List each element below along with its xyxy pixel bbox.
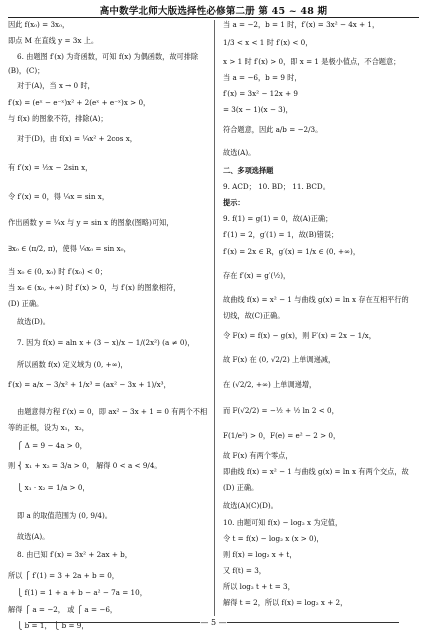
right-column-line: F(1/e²) > 0，F(e) = e² − 2 > 0， (223, 431, 341, 440)
right-column-line: 符合题意，因此 a/b = −2/3。 (223, 125, 323, 134)
left-column-line: 因此 f(x₀) = 3x₀， (8, 20, 70, 29)
right-column-line: 当 a = −6，b = 9 时， (223, 73, 302, 82)
right-column-line: 故选(A)(C)(D)。 (223, 501, 278, 510)
left-column-line: ⎧ Δ = 9 − 4a > 0， (17, 441, 87, 450)
right-column-line: 9. f(1) = g(1) = 0，故(A)正确； (223, 214, 333, 223)
right-column-line: 而 F(√2/2) = −½ + ½ ln 2 < 0， (223, 406, 339, 415)
right-column-line: 故 F(x) 在 (0, √2/2) 上单调递减， (223, 355, 336, 364)
left-column-line: 由题意得方程 f′(x) = 0，即 ax² − 3x + 1 = 0 有两个不相 (17, 407, 208, 416)
left-column-line: 对于(A)，当 x → 0 时， (17, 81, 95, 90)
left-column-line: 与 f(x) 的图象不符，排除(A)； (8, 114, 108, 123)
column-divider (214, 20, 215, 616)
right-column-line: (D) 正确。 (223, 483, 259, 492)
right-column-line: 在 (√2/2, +∞) 上单调递增， (223, 380, 317, 389)
left-column-line: 6. 由题图 f′(x) 为奇函数，可知 f(x) 为偶函数，故可排除 (17, 52, 199, 61)
right-column-line: x > 1 时 f′(x) > 0，即 x = 1 是极小值点，不合题意； (223, 57, 401, 66)
left-column-line: 故选(D)。 (17, 317, 50, 326)
right-column-line: 1/3 < x < 1 时 f′(x) < 0， (223, 38, 313, 47)
left-column-line: ∃x₀ ∈ (π/2, π)，使得 ¼x₀ = sin x₀， (8, 244, 131, 253)
left-column-line: ⎩ b = 1， ⎩ b = 9， (17, 621, 89, 630)
left-column-line: f′(x) = a/x − 3/x² + 1/x³ = (ax² − 3x + 1)/x³， (8, 380, 171, 389)
left-column-line: 即 a 的取值范围为 (0, 9/4)。 (17, 511, 112, 520)
left-column-line: 8. 由已知 f′(x) = 3x² + 2ax + b， (17, 550, 132, 559)
page-header: 高中数学北师大版选择性必修第二册 第 45 ~ 48 期 (99, 6, 328, 17)
left-column-line: 则 ⎨ x₁ + x₂ = 3/a > 0， 解得 0 < a < 9/4。 (8, 461, 162, 470)
page-number: — 5 — (200, 618, 227, 627)
left-column-line: 即点 M 在直线 y = 3x 上。 (8, 36, 99, 45)
right-column-line: 则 f(x) = log₂ x + t， (223, 550, 297, 559)
right-column-line: 令 t = f(x) − log₂ x (x > 0)， (223, 534, 324, 543)
footer-rule-right (227, 622, 399, 623)
left-column-line: 令 f′(x) = 0，得 ¼x = sin x， (8, 192, 110, 201)
left-column-line: (D) 正确。 (8, 299, 44, 308)
left-column-line: 当 x₀ ∈ (x₀, +∞) 时 f′(x) > 0，与 f′(x) 的图象相符， (8, 283, 181, 292)
right-column-line: f′(x) = 3x² − 12x + 9 (223, 89, 299, 98)
left-column-line: 7. 因为 f(x) = aln x + (3 − x)/x − 1/(2x²) (a ≠ 0)， (17, 338, 195, 347)
left-column-line: 所以 ⎧ f′(1) = 3 + 2a + b = 0， (8, 571, 119, 580)
left-column-line: 等的正根，设为 x₁，x₂， (8, 423, 89, 432)
right-column-line: f′(x) = 2x ∈ R，g′(x) = 1/x ∈ (0, +∞)， (223, 247, 361, 256)
left-column-line: 解得 ⎧ a = −2， 或 ⎧ a = −6， (8, 605, 118, 614)
left-column-line: ⎩ f(1) = 1 + a + b − a² − 7a = 10， (17, 588, 147, 597)
left-column-line: 对于(D)，由 f(x) = ¼x² + 2cos x， (17, 134, 137, 143)
left-column-line: 故选(A)。 (17, 532, 50, 541)
right-column-line: 即曲线 f(x) = x² − 1 与曲线 g(x) = ln x 有两个交点，故 (223, 467, 409, 476)
right-column-line: 又 f(t) = 3， (223, 566, 266, 575)
right-column-line: = 3(x − 1)(x − 3)， (223, 105, 293, 114)
right-column-line: 提示： (223, 198, 245, 207)
left-column-line: (B)，(C)； (8, 66, 45, 75)
left-column-line: 所以函数 f(x) 定义域为 (0, +∞)， (17, 360, 128, 369)
right-column-line: 二、多项选择题 (223, 166, 274, 175)
right-column-line: 切线，故(C)正确。 (223, 311, 285, 320)
left-column-line: 作出函数 y = ¼x 与 y = sin x 的图象(图略)可知， (8, 218, 174, 227)
right-column-line: 故 F(x) 有两个零点， (223, 451, 293, 460)
left-column-line: 有 f′(x) = ½x − 2sin x， (8, 163, 93, 172)
right-column-line: 解得 t = 2，所以 f(x) = log₂ x + 2， (223, 598, 348, 607)
left-column-line: ⎩ x₁ · x₂ = 1/a > 0， (17, 483, 90, 492)
left-column-line: 当 x₀ ∈ (0, x₀) 时 f′(x₀) < 0； (8, 267, 107, 276)
right-column-line: 故选(A)。 (223, 148, 256, 157)
right-column-line: 10. 由题可知 f(x) − log₂ x 为定值， (223, 518, 343, 527)
left-column-line: f′(x) = (eˣ − e⁻ˣ)x² + 2(eˣ + e⁻ˣ)x > 0， (8, 98, 151, 107)
right-column-line: 存在 f′(x) = g′(½)， (223, 271, 291, 280)
right-column-line: 9. ACD； 10. BD； 11. BCD。 (223, 182, 330, 191)
header-rule (8, 17, 419, 18)
right-column-line: f′(1) = 2，g′(1) = 1，故(B)错误； (223, 230, 339, 239)
right-column-line: 故曲线 f(x) = x² − 1 与曲线 g(x) = ln x 存在互相平行的 (223, 295, 409, 304)
right-column-line: 当 a = −2，b = 1 时，f′(x) = 3x² − 4x + 1， (223, 20, 380, 29)
right-column-line: 所以 log₂ t + t = 3， (223, 582, 295, 591)
right-column-line: 令 F(x) = f(x) − g(x)，则 F′(x) = 2x − 1/x， (223, 331, 376, 340)
